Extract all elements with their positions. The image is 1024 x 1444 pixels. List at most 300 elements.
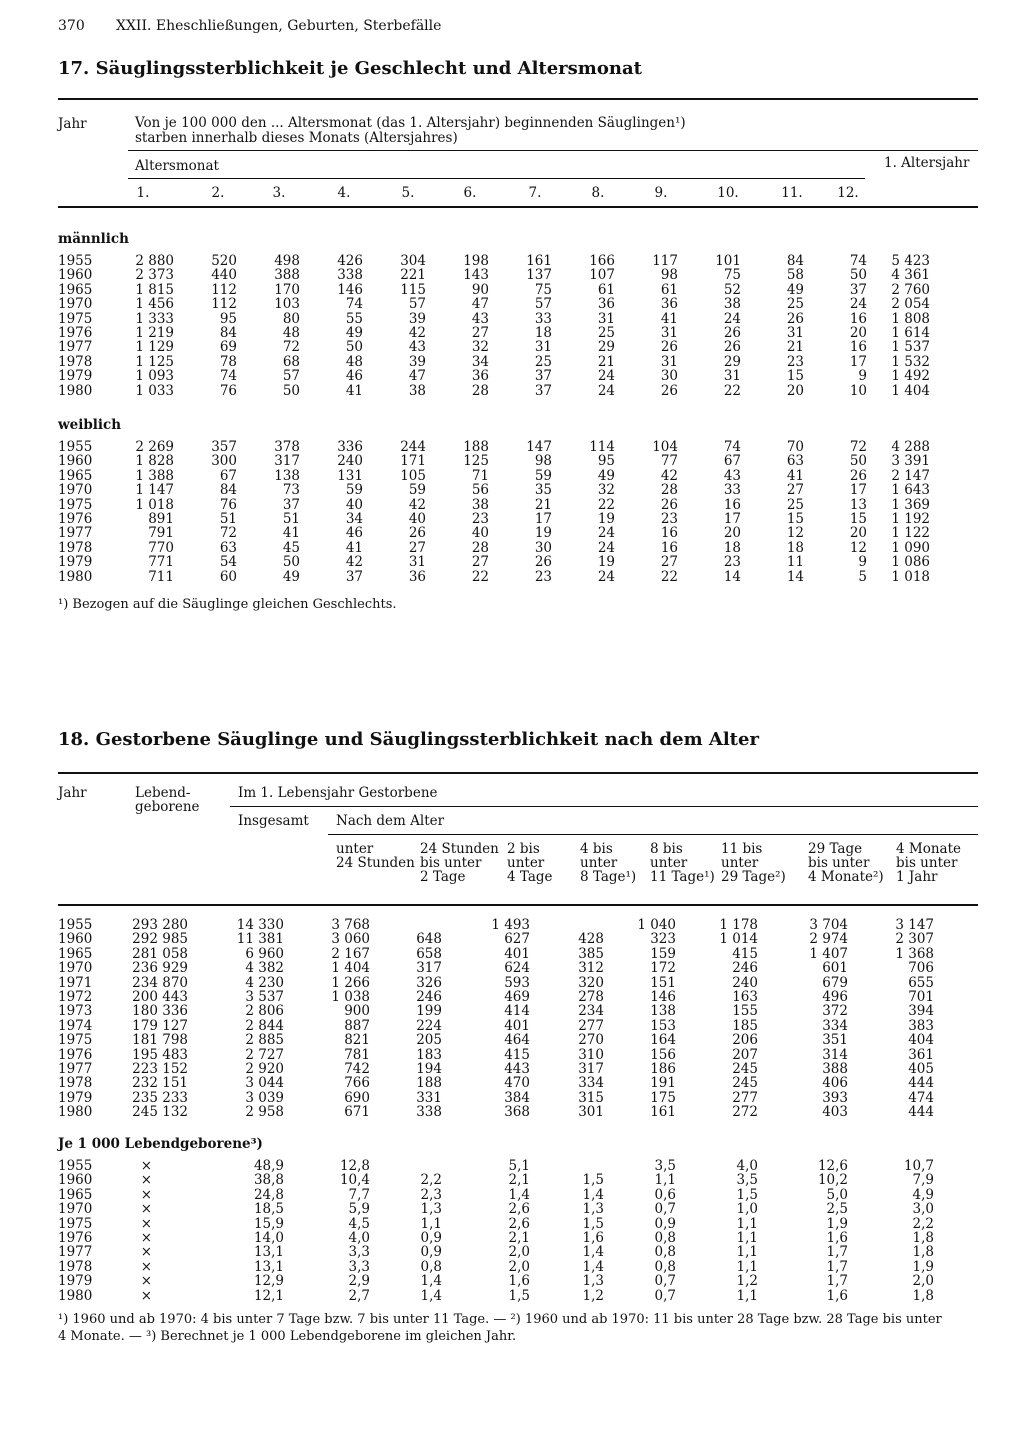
value-cell: 4 382 [245,960,284,977]
value-cell: 172 [650,960,676,977]
value-cell: 18 [786,539,804,556]
table18-footnote-line2: 4 Monate. — ³) Berechnet je 1 000 Lebendgeborene im gleichen Jahr. [58,1329,517,1344]
value-cell: 3,0 [912,1201,934,1218]
value-cell: 1 093 [135,368,174,385]
value-cell: 34 [471,353,489,370]
value-cell: 188 [463,439,489,455]
table18-body-absolute [58,918,934,1119]
value-cell: 1 018 [891,568,930,585]
value-cell: 27 [471,554,489,571]
value-cell: 1 040 [637,917,676,933]
value-cell: 38,8 [253,1172,284,1189]
table18-row [58,990,934,1004]
value-cell: 383 [908,1017,934,1034]
value-cell: 334 [578,1075,604,1092]
value-cell: 444 [908,1075,934,1092]
value-cell: 74 [345,296,363,313]
value-cell: 200 443 [132,988,188,1005]
value-cell: 384 [504,1089,530,1106]
value-cell: 68 [282,353,300,370]
value-cell: 1 368 [895,945,934,962]
value-cell: 166 [589,253,615,269]
value-cell: 658 [416,945,442,962]
value-cell: 71 [471,467,489,484]
month-header: 8. [591,185,605,201]
value-cell: 415 [504,1046,530,1063]
value-cell: 331 [416,1089,442,1106]
value-cell: 2 880 [135,253,174,269]
table18-row [58,932,934,946]
value-cell: 17 [849,353,867,370]
value-cell: 0,9 [654,1215,676,1232]
value-cell: 40 [345,496,363,513]
value-cell: 5 [858,568,867,585]
value-cell: 21 [534,496,552,513]
value-cell: 76 [219,496,237,513]
value-cell: 394 [908,1003,934,1020]
value-cell: 95 [597,453,615,470]
value-cell: 3 147 [895,917,934,933]
value-cell: 36 [408,568,426,585]
table17-col-jahr: Jahr [58,116,87,132]
value-cell: 2 269 [135,439,174,455]
value-cell: 125 [463,453,489,470]
value-cell: 1,3 [420,1201,442,1218]
table18-col-lebend-2: geborene [135,799,200,815]
table17-row [58,312,930,326]
year-cell: 1975 [58,1215,93,1232]
value-cell: 40 [408,510,426,527]
table18-rate-row [58,1260,934,1274]
value-cell: 1 404 [891,382,930,399]
value-cell: 43 [471,310,489,327]
value-cell: 2,9 [348,1273,370,1290]
value-cell: 317 [578,1060,604,1077]
table18-rate-row [58,1217,934,1231]
value-cell: 164 [650,1032,676,1049]
value-cell: 1,6 [508,1273,530,1290]
value-cell: 137 [526,267,552,284]
value-cell: 20 [849,324,867,341]
table18-header-bottom-rule [58,904,978,906]
value-cell: 98 [534,453,552,470]
value-cell: 711 [148,568,174,585]
value-cell: 1,2 [582,1287,604,1304]
value-cell: 23 [660,510,678,527]
value-cell: 72 [849,439,867,455]
value-cell: 246 [732,960,758,977]
value-cell: 37 [345,568,363,585]
value-cell: 23 [471,510,489,527]
value-cell: 0,7 [654,1201,676,1218]
value-cell: 42 [408,496,426,513]
value-cell: 31 [597,310,615,327]
value-cell: 59 [345,482,363,499]
table17-section-maennlich: männlich [58,231,129,247]
value-cell: 3 537 [245,988,284,1005]
table17-row [58,498,930,512]
value-cell: 23 [786,353,804,370]
value-cell: 138 [274,467,300,484]
age-header-line: 8 bis [650,841,683,857]
value-cell: 4,0 [348,1229,370,1246]
value-cell: 2,7 [348,1287,370,1304]
value-cell: 26 [408,525,426,542]
value-cell: 104 [652,439,678,455]
table18-rate-row [58,1231,934,1245]
value-cell: 31 [660,324,678,341]
value-cell: 3 039 [245,1089,284,1106]
value-cell: × [140,1186,152,1203]
value-cell: 6 960 [245,945,284,962]
value-cell: 4,0 [736,1158,758,1174]
value-cell: 163 [732,988,758,1005]
value-cell: 33 [534,310,552,327]
year-cell: 1970 [58,960,93,977]
year-cell: 1979 [58,368,93,385]
value-cell: 46 [345,368,363,385]
value-cell: 16 [723,496,741,513]
value-cell: 26 [849,467,867,484]
value-cell: 114 [589,439,615,455]
value-cell: 198 [463,253,489,269]
value-cell: 46 [345,525,363,542]
age-header-line: 4 Monate [896,841,961,857]
value-cell: 1,1 [736,1229,758,1246]
value-cell: 315 [578,1089,604,1106]
table18-col-jahr: Jahr [58,785,87,801]
value-cell: 20 [723,525,741,542]
value-cell: 317 [416,960,442,977]
value-cell: 2 147 [891,467,930,484]
value-cell: 414 [504,1003,530,1020]
month-header: 4. [337,185,351,201]
value-cell: 28 [471,382,489,399]
value-cell: 61 [597,281,615,298]
table17-header-line1: Von je 100 000 den ... Altersmonat (das 1. Altersjahr) beginnenden Säuglingen¹) [135,115,686,131]
value-cell: 175 [650,1089,676,1106]
value-cell: 205 [416,1032,442,1049]
value-cell: 70 [786,439,804,455]
year-cell: 1965 [58,1186,93,1203]
value-cell: 300 [211,453,237,470]
value-cell: 0,7 [654,1287,676,1304]
value-cell: 426 [337,253,363,269]
table18-row [58,1033,934,1047]
table17-row [58,483,930,497]
table17-top-rule [58,98,978,100]
value-cell: 20 [786,382,804,399]
value-cell: 278 [578,988,604,1005]
table18-row [58,947,934,961]
table18-rate-row [58,1159,934,1173]
value-cell: 3 391 [891,453,930,470]
value-cell: 2 806 [245,1003,284,1020]
table17-row [58,355,930,369]
value-cell: 199 [416,1003,442,1020]
value-cell: 16 [849,310,867,327]
table17-header-rule [128,150,978,151]
value-cell: 40 [471,525,489,542]
value-cell: 31 [534,339,552,356]
value-cell: 131 [337,467,363,484]
age-header-line: bis unter [896,855,958,871]
value-cell: 1 388 [135,467,174,484]
year-cell: 1973 [58,1003,93,1020]
value-cell: 791 [148,525,174,542]
value-cell: 45 [282,539,300,556]
value-cell: 1 492 [891,368,930,385]
value-cell: 74 [723,439,741,455]
year-cell: 1975 [58,496,93,513]
value-cell: 171 [400,453,426,470]
value-cell: 891 [148,510,174,527]
value-cell: 1 090 [891,539,930,556]
value-cell: 1,2 [736,1273,758,1290]
year-cell: 1976 [58,1046,93,1063]
value-cell: 107 [589,267,615,284]
value-cell: 16 [660,525,678,542]
value-cell: 26 [660,496,678,513]
value-cell: 2,1 [508,1229,530,1246]
value-cell: 338 [337,267,363,284]
value-cell: 1,6 [826,1229,848,1246]
value-cell: 30 [660,368,678,385]
value-cell: 2 885 [245,1032,284,1049]
value-cell: 21 [786,339,804,356]
table17-body-weiblich [58,440,930,584]
value-cell: 498 [274,253,300,269]
value-cell [530,1159,604,1173]
year-cell: 1976 [58,510,93,527]
year-cell: 1960 [58,931,93,948]
value-cell: 19 [597,510,615,527]
value-cell: 405 [908,1060,934,1077]
value-cell: 2 167 [331,945,370,962]
value-cell: 1 086 [891,554,930,571]
value-cell: 361 [908,1046,934,1063]
value-cell: 5 423 [891,253,930,269]
value-cell: 18,5 [253,1201,284,1218]
value-cell: 27 [786,482,804,499]
value-cell: 821 [344,1032,370,1049]
table17-header-line2: starben innerhalb dieses Monats (Altersjahres) [135,130,458,146]
value-cell: 1 808 [891,310,930,327]
value-cell: 1,3 [582,1273,604,1290]
value-cell: 179 127 [132,1017,188,1034]
value-cell: 701 [908,988,934,1005]
value-cell: 2,0 [508,1244,530,1261]
value-cell: 1,5 [508,1287,530,1304]
value-cell: 15 [786,368,804,385]
year-cell: 1978 [58,1258,93,1275]
value-cell: × [140,1215,152,1232]
value-cell: 41 [660,310,678,327]
value-cell: × [140,1273,152,1290]
value-cell: 10,4 [339,1172,370,1189]
table17-header-bottom-rule [58,206,978,208]
value-cell: 9 [858,368,867,385]
value-cell: × [140,1229,152,1246]
value-cell: 310 [578,1046,604,1063]
age-header-line: 24 Stunden [336,855,415,871]
value-cell: 1 828 [135,453,174,470]
value-cell: 470 [504,1075,530,1092]
value-cell: 41 [345,539,363,556]
value-cell: 170 [274,281,300,298]
table18-nach-alter-rule [328,834,978,835]
year-cell: 1955 [58,1158,93,1174]
value-cell: 223 152 [132,1060,188,1077]
value-cell: 10,2 [817,1172,848,1189]
value-cell: 1 033 [135,382,174,399]
value-cell: 151 [650,974,676,991]
value-cell: 2 760 [891,281,930,298]
value-cell: 1 129 [135,339,174,356]
value-cell: 1 537 [891,339,930,356]
year-cell: 1960 [58,267,93,284]
value-cell: 292 985 [132,931,188,948]
value-cell: 75 [723,267,741,284]
chapter-title: XXII. Eheschließungen, Geburten, Sterbefälle [116,18,442,34]
value-cell: 138 [650,1003,676,1020]
table18-body-rate [58,1159,934,1303]
value-cell: 1 122 [891,525,930,542]
value-cell: 320 [578,974,604,991]
value-cell: 464 [504,1032,530,1049]
value-cell: 593 [504,974,530,991]
value-cell: 49 [786,281,804,298]
value-cell: 2,2 [420,1172,442,1189]
value-cell: 14 [723,568,741,585]
value-cell: 520 [211,253,237,269]
value-cell: 1 404 [331,960,370,977]
value-cell: 36 [597,296,615,313]
value-cell: 26 [723,324,741,341]
age-header-line: 8 Tage¹) [580,869,637,885]
value-cell [370,918,442,932]
value-cell: 648 [416,931,442,948]
value-cell: 29 [597,339,615,356]
value-cell: 2,1 [508,1172,530,1189]
value-cell: 101 [715,253,741,269]
value-cell: 706 [908,960,934,977]
value-cell: 1,1 [736,1287,758,1304]
value-cell: 72 [282,339,300,356]
value-cell: 1,7 [826,1273,848,1290]
value-cell: 272 [732,1104,758,1121]
value-cell: 0,7 [654,1273,676,1290]
value-cell: 27 [408,539,426,556]
table17-row [58,340,930,354]
value-cell: 84 [219,482,237,499]
value-cell: 17 [723,510,741,527]
value-cell: 22 [471,568,489,585]
value-cell: 75 [534,281,552,298]
year-cell: 1970 [58,482,93,499]
value-cell: 388 [274,267,300,284]
value-cell: 1 219 [135,324,174,341]
age-header-line: unter [721,855,759,871]
value-cell [370,1159,442,1173]
value-cell: 38 [723,296,741,313]
value-cell: 1,8 [912,1244,934,1261]
table17-row [58,555,930,569]
value-cell: 766 [344,1075,370,1092]
value-cell: 770 [148,539,174,556]
value-cell: 13 [849,496,867,513]
value-cell: 34 [345,510,363,527]
value-cell: 50 [345,339,363,356]
value-cell: 26 [786,310,804,327]
value-cell: 1,7 [826,1244,848,1261]
value-cell: 246 [416,988,442,1005]
value-cell: 1,4 [420,1273,442,1290]
value-cell: 32 [471,339,489,356]
value-cell: 0,6 [654,1186,676,1203]
value-cell: 444 [908,1104,934,1121]
value-cell: 48 [282,324,300,341]
value-cell: 12,8 [339,1158,370,1174]
value-cell: 401 [504,945,530,962]
value-cell: 1 532 [891,353,930,370]
value-cell: × [140,1287,152,1304]
value-cell: 28 [660,482,678,499]
value-cell: 112 [211,281,237,298]
value-cell: 15 [849,510,867,527]
value-cell: 25 [786,296,804,313]
value-cell: 887 [344,1017,370,1034]
value-cell: 33 [723,482,741,499]
year-cell: 1955 [58,917,93,933]
value-cell: 49 [345,324,363,341]
year-cell: 1972 [58,988,93,1005]
value-cell: 41 [786,467,804,484]
value-cell: 0,9 [420,1229,442,1246]
value-cell: 186 [650,1060,676,1077]
table18-row [58,1048,934,1062]
value-cell: 1 456 [135,296,174,313]
value-cell: 900 [344,1003,370,1020]
value-cell: 2,3 [420,1186,442,1203]
value-cell: 195 483 [132,1046,188,1063]
year-cell: 1978 [58,353,93,370]
value-cell: 24 [597,368,615,385]
value-cell: 77 [660,453,678,470]
value-cell: 245 [732,1060,758,1077]
month-header: 1. [136,185,150,201]
age-header-line: 24 Stunden [420,841,499,857]
year-cell: 1979 [58,1273,93,1290]
value-cell: 1,4 [582,1186,604,1203]
value-cell: 1,4 [582,1258,604,1275]
value-cell: 56 [471,482,489,499]
value-cell: 59 [534,467,552,484]
value-cell: 24 [597,568,615,585]
value-cell: 1,3 [582,1201,604,1218]
value-cell: 1,1 [736,1215,758,1232]
value-cell: 5,1 [508,1158,530,1174]
value-cell: 1 192 [891,510,930,527]
value-cell: 304 [400,253,426,269]
value-cell: 31 [660,353,678,370]
month-header: 6. [463,185,477,201]
value-cell: 37 [849,281,867,298]
month-header: 10. [717,185,739,201]
value-cell: 496 [822,988,848,1005]
value-cell: 1,6 [582,1229,604,1246]
value-cell: 12,9 [253,1273,284,1290]
